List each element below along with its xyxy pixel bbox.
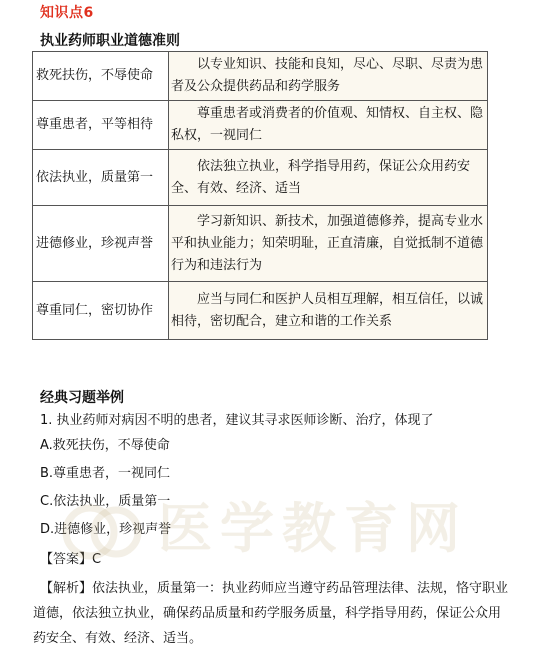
analysis-text: 【解析】依法执业，质量第一：执业药师应当遵守药品管理法律、法规，恪守职业道德，依法独立执业，确保药品质量和药学服务质量，科学指导用药，保证公众用药安全、有效、经济、适当。 — [33, 581, 509, 646]
table-row — [33, 206, 488, 282]
description-text: 尊重患者或消费者的价值观、知情权、自主权、隐私权，一视同仁 — [171, 106, 484, 143]
option-b: B.尊重患者，一视同仁 — [40, 466, 171, 481]
principle-cell: 尊重患者，平等相待 — [33, 101, 169, 150]
section-heading: 知识点6 — [40, 5, 94, 21]
description-text: 应当与同仁和医护人员相互理解，相互信任，以诚相待，密切配合，建立和谐的工作关系 — [171, 291, 484, 329]
description-text: 学习新知识、新技术，加强道德修养，提高专业水平和执业能力；知荣明耻，正直清廉，自觉抵制不道德行为和违法行为 — [171, 213, 484, 273]
description-cell — [169, 52, 488, 101]
description-text: 依法独立执业，科学指导用药，保证公众用药安全、有效、经济、适当 — [171, 158, 471, 196]
principle-cell: 尊重同仁，密切协作 — [33, 282, 169, 340]
table-row — [33, 150, 488, 206]
description-cell — [169, 101, 488, 150]
table-row — [33, 101, 488, 150]
watermark-text: 医学教育网 — [158, 497, 468, 560]
option-c: C.依法执业，质量第一 — [40, 494, 171, 509]
answer-text: 【答案】C — [40, 552, 102, 567]
ethics-table — [32, 51, 488, 340]
option-a: A.救死扶伤，不辱使命 — [40, 438, 170, 453]
description-cell — [169, 150, 488, 206]
description-cell — [169, 282, 488, 340]
description-cell — [169, 206, 488, 282]
description-text: 以专业知识、技能和良知，尽心、尽职、尽责为患者及公众提供药品和药学服务 — [171, 57, 484, 94]
principle-cell: 进德修业，珍视声誉 — [33, 206, 169, 282]
table-title: 执业药师职业道德准则 — [40, 33, 180, 49]
table-row — [33, 282, 488, 340]
question-text: 1. 执业药师对病因不明的患者，建议其寻求医师诊断、治疗，体现了 — [40, 413, 434, 428]
principle-cell: 救死扶伤，不辱使命 — [33, 52, 169, 101]
option-d: D.进德修业，珍视声誉 — [40, 522, 172, 537]
table-row — [33, 52, 488, 101]
principle-cell: 依法执业，质量第一 — [33, 150, 169, 206]
examples-title: 经典习题举例 — [40, 390, 124, 406]
